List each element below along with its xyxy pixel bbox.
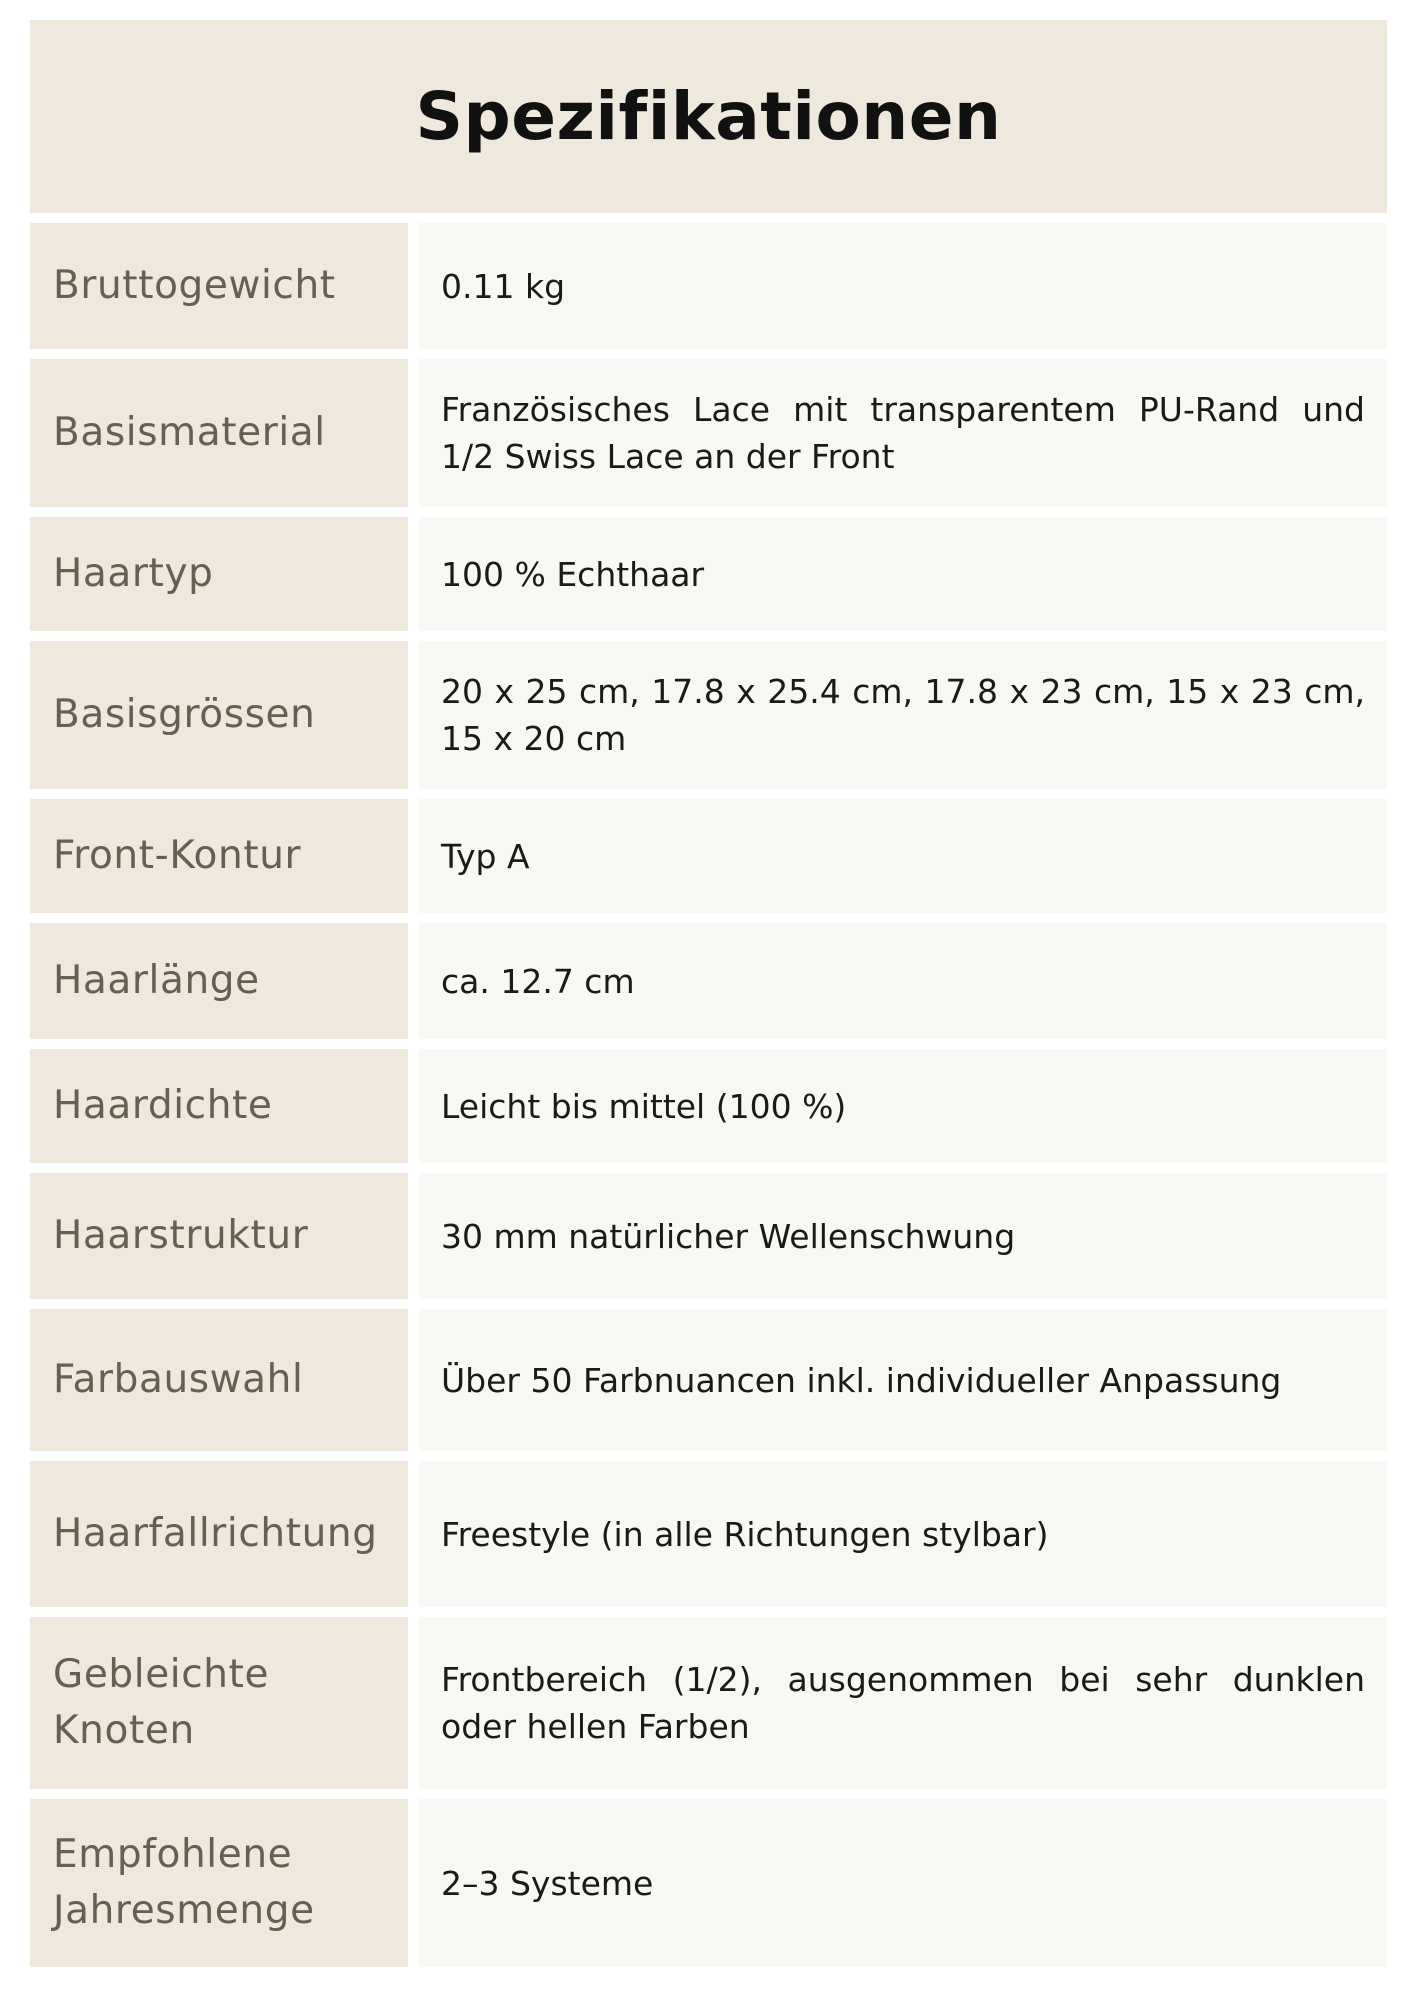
spec-row-haardichte (30, 1049, 1387, 1163)
spec-label: Basisgrössen (30, 641, 408, 789)
spec-value: 2–3 Systeme (419, 1799, 1387, 1967)
spec-row-haartyp (30, 517, 1387, 631)
spec-label: Haarstruktur (30, 1173, 408, 1299)
spec-label: Haarfallrichtung (30, 1461, 408, 1607)
spec-label: Farbauswahl (30, 1309, 408, 1451)
spec-value: ca. 12.7 cm (419, 923, 1387, 1039)
spec-label: Haardichte (30, 1049, 408, 1163)
spec-label: Basismaterial (30, 359, 408, 507)
spec-value: Freestyle (in alle Richtungen stylbar) (419, 1461, 1387, 1607)
spec-label: Haarlänge (30, 923, 408, 1039)
spec-label: Gebleichte Knoten (30, 1617, 408, 1789)
spec-value: 20 x 25 cm, 17.8 x 25.4 cm, 17.8 x 23 cm, 15 x 23 cm, 15 x 20 cm (419, 641, 1387, 789)
spec-row-basismaterial (30, 359, 1387, 507)
spec-row-bruttogewicht (30, 223, 1387, 349)
title-bar (30, 20, 1387, 213)
spec-row-haarfallrichtung (30, 1461, 1387, 1607)
spec-value: Frontbereich (1/2), ausgenommen bei sehr dunklen oder hellen Farben (419, 1617, 1387, 1789)
spec-row-front-kontur (30, 799, 1387, 913)
spec-row-empfohlene-jahresmenge (30, 1799, 1387, 1967)
spec-value: Leicht bis mittel (100 %) (419, 1049, 1387, 1163)
spec-label: Front-Kontur (30, 799, 408, 913)
page-title: Spezifikationen (415, 78, 1002, 155)
spec-row-haarlaenge (30, 923, 1387, 1039)
spec-table (30, 223, 1387, 1967)
spec-value: 30 mm natürlicher Wellenschwung (419, 1173, 1387, 1299)
spec-value: 0.11 kg (419, 223, 1387, 349)
spec-value: Französisches Lace mit transparentem PU-Rand und 1/2 Swiss Lace an der Front (419, 359, 1387, 507)
spec-row-haarstruktur (30, 1173, 1387, 1299)
spec-sheet (30, 20, 1387, 1977)
spec-label: Bruttogewicht (30, 223, 408, 349)
spec-value: Typ A (419, 799, 1387, 913)
spec-row-basisgroessen (30, 641, 1387, 789)
spec-label: Haartyp (30, 517, 408, 631)
spec-row-farbauswahl (30, 1309, 1387, 1451)
spec-value: 100 % Echthaar (419, 517, 1387, 631)
spec-label: Empfohlene Jahresmenge (30, 1799, 408, 1967)
spec-value: Über 50 Farbnuancen inkl. individueller Anpassung (419, 1309, 1387, 1451)
spec-row-gebleichte-knoten (30, 1617, 1387, 1789)
